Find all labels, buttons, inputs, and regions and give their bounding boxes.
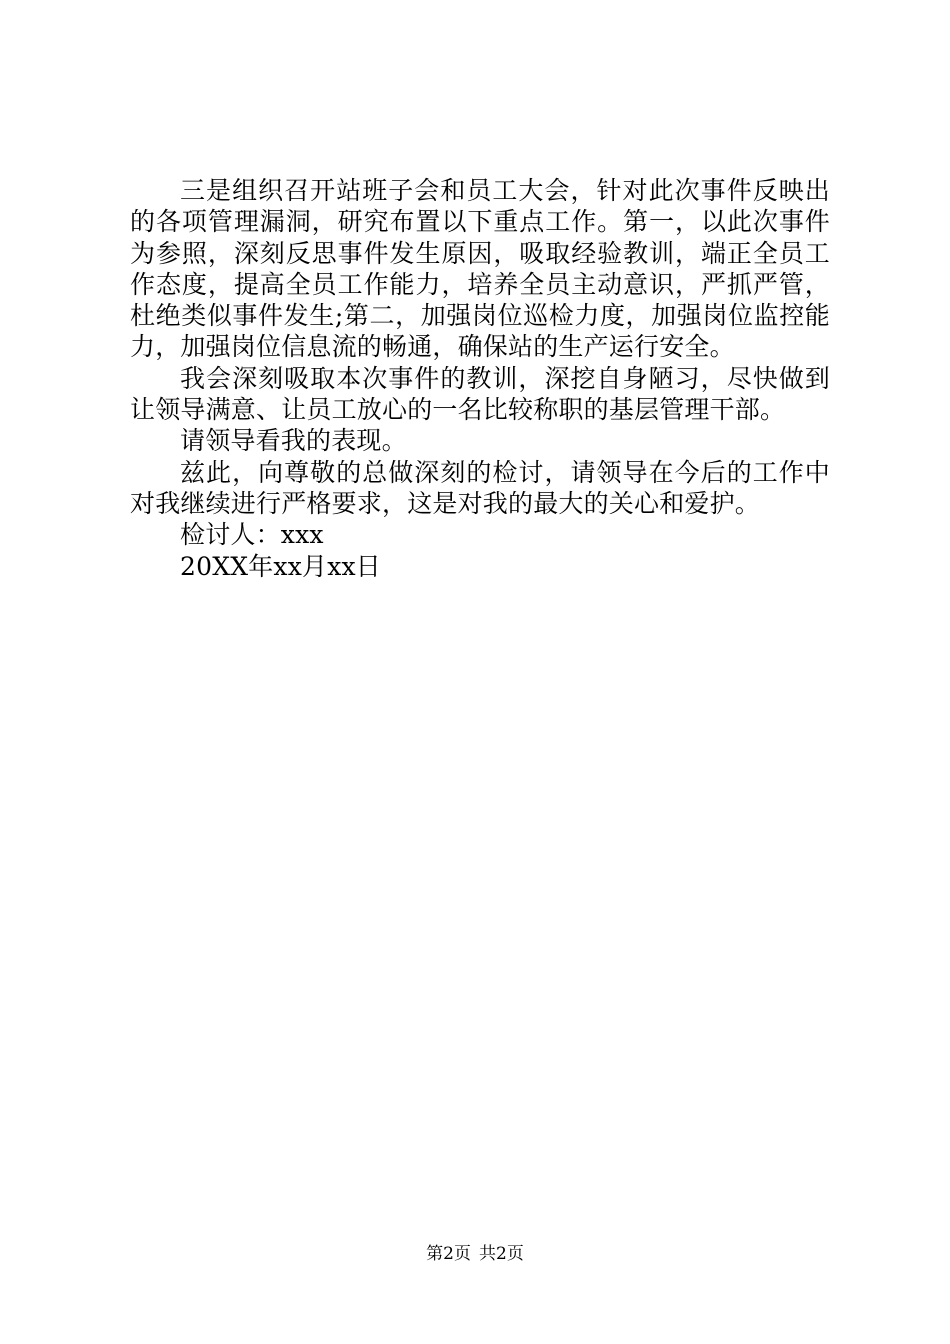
paragraph-lesson: 我会深刻吸取本次事件的教训，深挖自身陋习，尽快做到让领导满意、让员工放心的一名比较称职的基层管理干部。 bbox=[130, 363, 830, 425]
paragraph-closing: 兹此，向尊敬的总做深刻的检讨，请领导在今后的工作中对我继续进行严格要求，这是对我的最大的关心和爱护。 bbox=[130, 457, 830, 518]
page-footer bbox=[0, 1244, 950, 1264]
paragraph-request: 请领导看我的表现。 bbox=[180, 426, 407, 456]
page-total: 共2页 bbox=[479, 1244, 524, 1264]
document-body bbox=[130, 175, 830, 582]
paragraph-work-plan: 三是组织召开站班子会和员工大会，针对此次事件反映出的各项管理漏洞，研究布置以下重点工作。第一，以此次事件为参照，深刻反思事件发生原因，吸取经验教训，端正全员工作态度，提高全员工作能力，培养全员主动意识，严抓严管，杜绝类似事件发生;第二，加强岗位巡检力度，加强岗位监控能力，加强岗位信息流的畅通，确保站的生产运行安全。 bbox=[130, 176, 830, 362]
date-line: 20XX年xx月xx日 bbox=[180, 551, 382, 581]
signature-line: 检讨人：xxx bbox=[180, 520, 324, 550]
page-number: 第2页 bbox=[426, 1244, 471, 1264]
